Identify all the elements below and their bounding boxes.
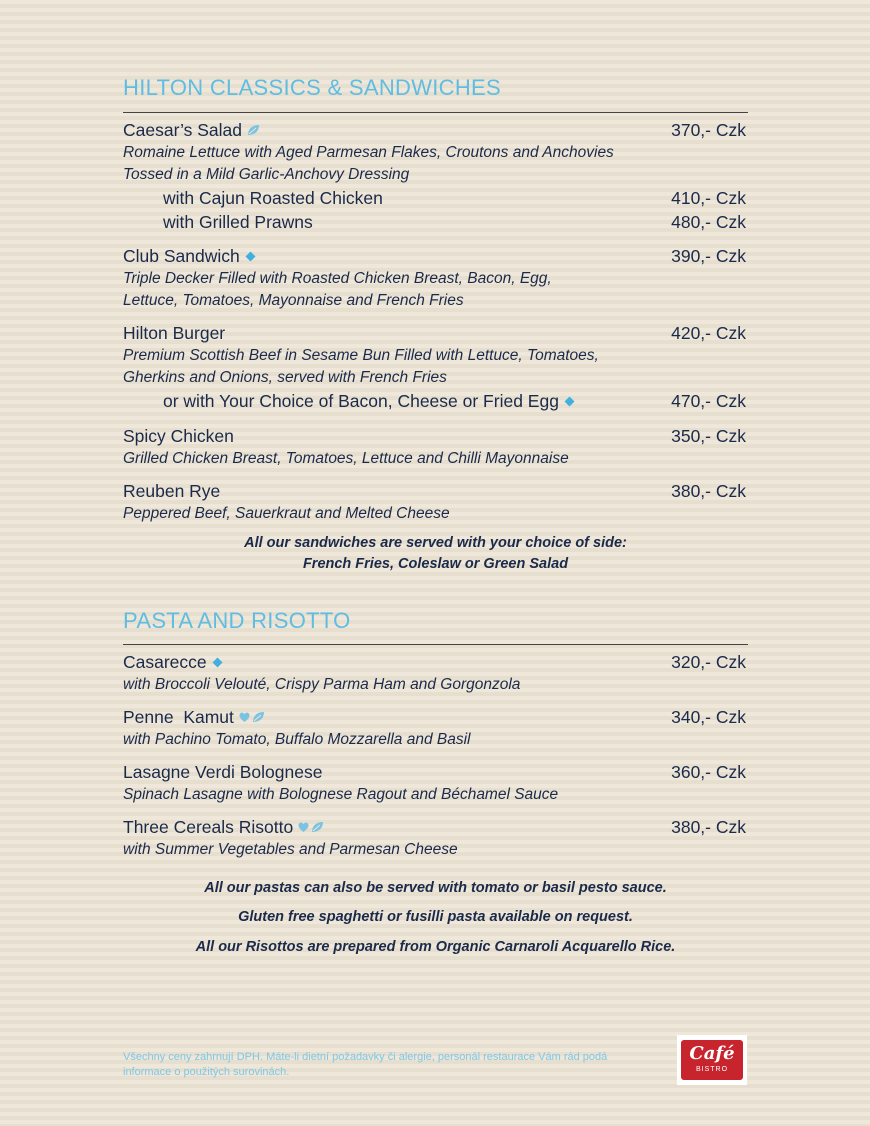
item-name: Lasagne Verdi Bolognese (123, 762, 323, 782)
section-divider (123, 644, 748, 645)
diamond-icon (245, 251, 256, 262)
item-desc: Premium Scottish Beef in Sesame Bun Filled with Lettuce, Tomatoes, (123, 347, 599, 364)
option-name: with Cajun Roasted Chicken (163, 188, 383, 208)
diamond-icon (212, 657, 223, 668)
menu-item-club-sandwich (123, 244, 748, 312)
note-line: French Fries, Coleslaw or Green Salad (302, 556, 569, 572)
item-option (123, 210, 748, 234)
vat-allergy-footer (123, 1050, 663, 1080)
section-title-pasta: PASTA AND RISOTTO (123, 608, 351, 633)
item-desc: Peppered Beef, Sauerkraut and Melted Cheese (123, 505, 450, 522)
item-name: Spicy Chicken (123, 426, 234, 446)
item-desc: with Summer Vegetables and Parmesan Cheese (123, 841, 458, 858)
item-desc: Spinach Lasagne with Bolognese Ragout and Béchamel Sauce (123, 786, 559, 803)
vegetarian-leaf-icon (311, 821, 324, 833)
item-name: Three Cereals Risotto (123, 817, 294, 837)
option-price: 480,- Czk (671, 212, 746, 232)
note-line: All our sandwiches are served with your choice of side: (244, 535, 627, 551)
logo-text: Café (689, 1043, 735, 1064)
footer-line: informace o použitých surovinách. (123, 1066, 290, 1078)
item-option (123, 186, 748, 210)
item-price: 420,- Czk (671, 323, 746, 343)
item-desc: Lettuce, Tomatoes, Mayonnaise and French Fries (123, 292, 464, 309)
item-desc: Romaine Lettuce with Aged Parmesan Flakes, Croutons and Anchovies (123, 144, 614, 161)
vegetarian-leaf-icon (252, 711, 265, 723)
item-price: 390,- Czk (671, 246, 746, 266)
item-desc: Gherkins and Onions, served with French Fries (123, 369, 447, 386)
gluten-free-note: Gluten free spaghetti or fusilli pasta available on request. (238, 909, 633, 925)
menu-item-reuben-rye (123, 479, 748, 525)
menu-item-casarecce (123, 650, 748, 696)
section-divider (123, 112, 748, 113)
option-name: or with Your Choice of Bacon, Cheese or Fried Egg (163, 391, 559, 411)
item-price: 340,- Czk (671, 707, 746, 727)
item-name: Casarecce (123, 652, 207, 672)
sandwich-side-note (123, 533, 748, 575)
item-name: Penne Kamut (123, 707, 234, 727)
item-name: Caesar’s Salad (123, 120, 243, 140)
item-desc: Tossed in a Mild Garlic-Anchovy Dressing (123, 166, 410, 183)
menu-item-three-cereals-risotto (123, 815, 748, 861)
pasta-note: All our pastas can also be served with tomato or basil pesto sauce. (204, 880, 667, 896)
item-desc: Grilled Chicken Breast, Tomatoes, Lettuce and Chilli Mayonnaise (123, 450, 569, 467)
menu-item-lasagne-verdi (123, 760, 748, 806)
cafe-bistro-logo (677, 1035, 747, 1085)
menu-item-spicy-chicken (123, 424, 748, 470)
item-price: 360,- Czk (671, 762, 746, 782)
footer-line: Všechny ceny zahrnují DPH. Máte-li dietní požadavky či alergie, personál restaurace Vám rád podá (123, 1051, 608, 1063)
item-name: Reuben Rye (123, 481, 221, 501)
logo-subtext: BISTRO (695, 1066, 729, 1073)
item-price: 380,- Czk (671, 817, 746, 837)
diamond-icon (564, 396, 575, 407)
item-desc: with Broccoli Velouté, Crispy Parma Ham and Gorgonzola (123, 676, 521, 693)
item-price: 320,- Czk (671, 652, 746, 672)
item-price: 380,- Czk (671, 481, 746, 501)
vegetarian-leaf-icon (247, 124, 260, 136)
option-name: with Grilled Prawns (163, 212, 313, 232)
menu-item-penne-kamut (123, 705, 748, 751)
heart-icon (239, 712, 250, 723)
item-price: 350,- Czk (671, 426, 746, 446)
section-title-classics: HILTON CLASSICS & SANDWICHES (123, 75, 501, 100)
item-name: Hilton Burger (123, 323, 226, 343)
item-desc: Triple Decker Filled with Roasted Chicken Breast, Bacon, Egg, (123, 270, 552, 287)
menu-item-caesars-salad (123, 118, 748, 234)
item-desc: with Pachino Tomato, Buffalo Mozzarella and Basil (123, 731, 471, 748)
risotto-note: All our Risottos are prepared from Organic Carnaroli Acquarello Rice. (195, 939, 676, 955)
heart-icon (298, 822, 309, 833)
option-price: 470,- Czk (671, 391, 746, 411)
option-price: 410,- Czk (671, 188, 746, 208)
menu-item-hilton-burger (123, 321, 748, 413)
item-option (123, 389, 748, 413)
item-price: 370,- Czk (671, 120, 746, 140)
item-name: Club Sandwich (123, 246, 240, 266)
